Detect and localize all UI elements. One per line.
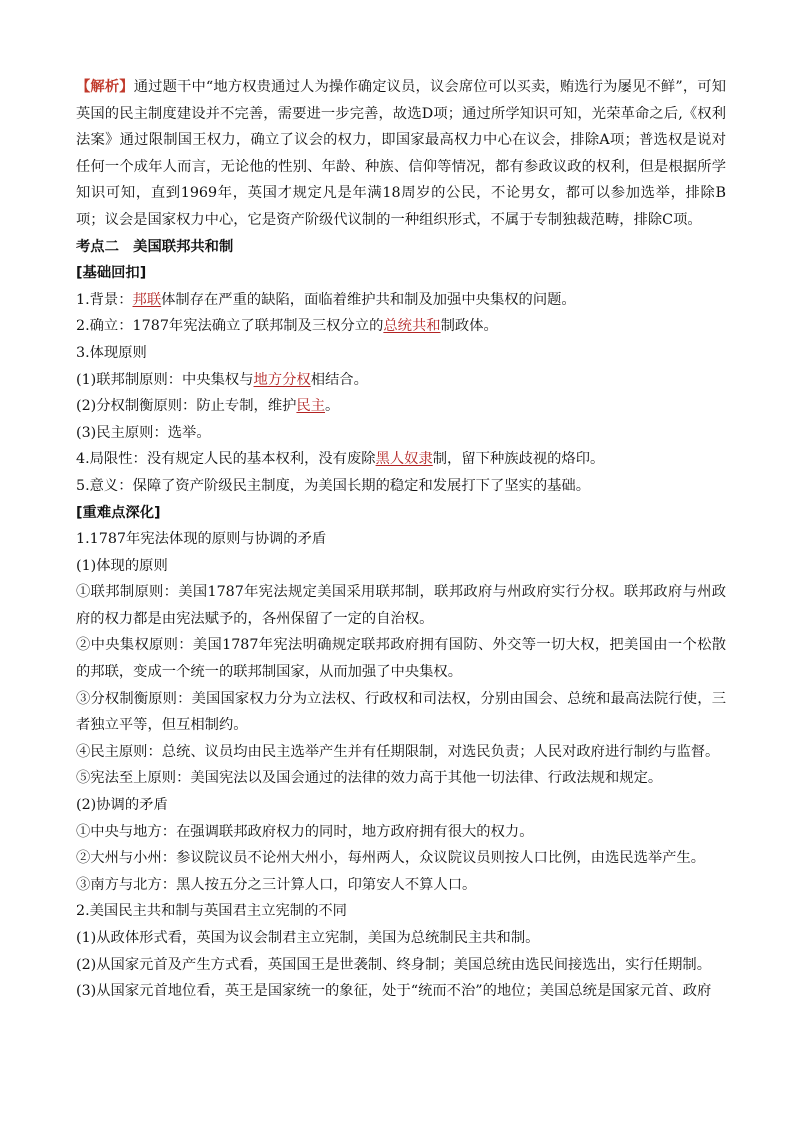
- document-page: [76, 74, 726, 1005]
- difference-head: (2)从国家元首及产生方式看，英国国王是世袭制、终身制；美国总统由选民间接选出，实行任期制。: [76, 956, 712, 973]
- basics-item-establish: [76, 313, 726, 340]
- basics-item-significance: 5.意义：保障了资产阶级民主制度，为美国长期的稳定和发展打下了坚实的基础。: [76, 477, 591, 494]
- item-text: 1.背景：: [76, 291, 133, 308]
- basics-item-principles: 3.体现原则: [76, 344, 147, 361]
- principle-centralization: ②中央集权原则：美国1787年宪法明确规定联邦政府拥有国防、外交等一切大权，把美国由一个松散的邦联，变成一个统一的联邦制国家，从而加强了中央集权。: [76, 637, 726, 681]
- basics-item-background: [76, 287, 726, 314]
- difference-status: (3)从国家元首地位看，英王是国家统一的象征，处于“统而不治”的地位；美国总统是国家元首、政府: [76, 983, 712, 1000]
- difference-form: (1)从政体形式看，英国为议会制君主立宪制，美国为总统制民主共和制。: [76, 930, 540, 946]
- contradiction-central-local: ①中央与地方：在强调联邦政府权力的同时，地方政府拥有很大的权力。: [76, 823, 534, 840]
- section-title: 考点二 美国联邦共和制: [76, 238, 234, 255]
- fill-blank: 总统共和: [383, 318, 441, 335]
- basics-item-checks: [76, 393, 726, 420]
- item-text: 制，留下种族歧视的烙印。: [432, 451, 605, 468]
- fill-blank: 地方分权: [253, 371, 311, 388]
- item-text: 4.局限性：没有规定人民的基本权利，没有废除: [76, 451, 376, 468]
- item-text: (1)联邦制原则：中央集权与: [76, 371, 254, 388]
- fill-blank: 黑人奴隶: [375, 451, 433, 468]
- fill-blank: 邦联: [132, 291, 162, 308]
- basics-item-limitation: [76, 446, 726, 473]
- item-text: 2.确立：1787年宪法确立了联邦制及三权分立的: [76, 318, 384, 335]
- item-text: (2)分权制衡原则：防止专制，维护: [76, 398, 297, 415]
- analysis-paragraph: [76, 74, 726, 234]
- contradiction-large-small: ②大州与小州：参议院议员不论州大州小，每州两人，众议院议员则按人口比例，由选民选举产生。: [76, 850, 706, 867]
- principle-democracy: ④民主原则：总统、议员均由民主选举产生并有任期限制，对选民负责；人民对政府进行制约与监督。: [76, 743, 720, 760]
- basics-item-federal: [76, 367, 726, 394]
- contradiction-south-north: ③南方与北方：黑人按五分之三计算人口，印第安人不算人口。: [76, 876, 477, 893]
- item-text: 。: [325, 398, 340, 415]
- deepen-heading: [重难点深化]: [76, 504, 161, 521]
- principle-federal: ①联邦制原则：美国1787年宪法规定美国采用联邦制，联邦政府与州政府实行分权。联邦政府与州政府的权力都是由宪法赋予的，各州保留了一定的自治权。: [76, 584, 726, 627]
- deepen-question-2: 2.美国民主共和制与英国君主立宪制的不同: [76, 903, 347, 920]
- item-text: 体制存在严重的缺陷，面临着维护共和制及加强中央集权的问题。: [161, 291, 576, 308]
- item-text: 相结合。: [310, 371, 368, 388]
- deepen-subheading-contradictions: (2)协调的矛盾: [76, 797, 168, 814]
- analysis-tag: 【解析】: [76, 79, 134, 95]
- principle-separation: ③分权制衡原则：美国国家权力分为立法权、行政权和司法权，分别由国会、总统和最高法院行使，三者独立平等，但互相制约。: [76, 690, 726, 734]
- principle-constitution: ⑤宪法至上原则：美国宪法以及国会通过的法律的效力高于其他一切法律、行政法规和规定。: [76, 770, 663, 787]
- basics-item-democracy: (3)民主原则：选举。: [76, 424, 211, 441]
- basics-heading: [基础回扣]: [76, 265, 147, 282]
- analysis-text: 通过题干中“地方权贵通过人为操作确定议员，议会席位可以买卖，贿选行为屡见不鲜”，可知英国的民主制度建设并不完善，需要进一步完善，故选D项；通过所学知识可知，光荣革命之后,《权利法案》通过限制国王权力，确立了议会的权力，即国家最高权力中心在议会，排除A项；普选权是说对任何一个成年人而言，无论他的性别、年龄、种族、信仰等情况，都有参政议政的权利，但是根据所学知识可知，直到1969年，英国才规定凡是年满18周岁的公民，不论男女，都可以参加选举，排除B项；议会是国家权力中心，它是资产阶级代议制的一种组织形式，不属于专制独裁范畴，排除C项。: [76, 79, 726, 228]
- deepen-question-1: 1.1787年宪法体现的原则与协调的矛盾: [76, 531, 327, 548]
- deepen-subheading-principles: (1)体现的原则: [76, 557, 168, 574]
- fill-blank: 民主: [296, 398, 326, 415]
- item-text: 制政体。: [440, 318, 498, 335]
